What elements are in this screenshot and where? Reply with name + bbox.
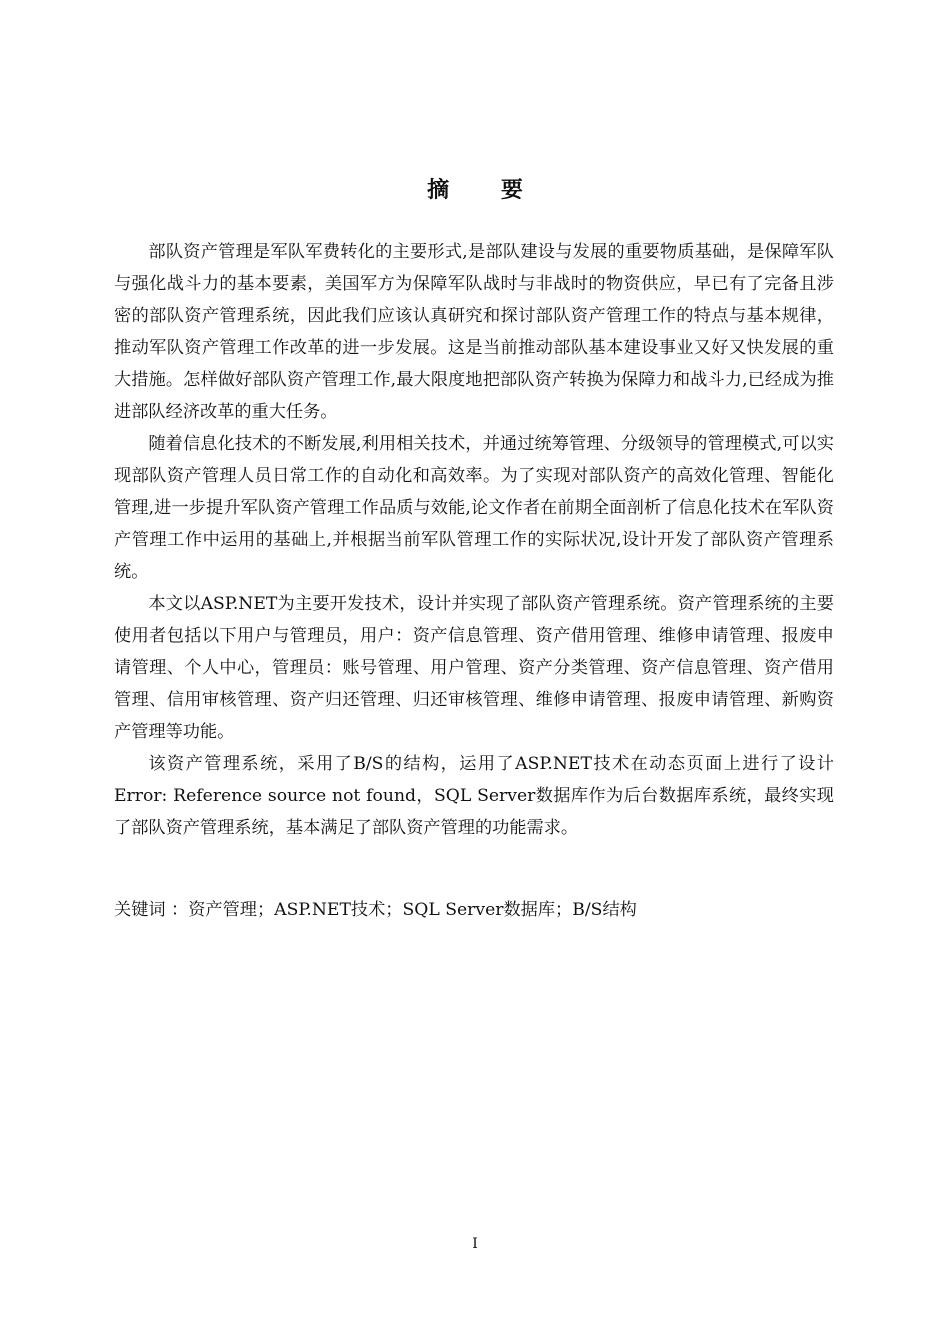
abstract-paragraph-3: 本文以ASP.NET为主要开发技术，设计并实现了部队资产管理系统。资产管理系统的主要使用者包括以下用户与管理员，用户：资产信息管理、资产借用管理、维修申请管理、报废申请管理、个人中心，管理员：账号管理、用户管理、资产分类管理、资产信息管理、资产借用管理、信用审核管理、资产归还管理、归还审核管理、维修申请管理、报废申请管理、新购资产管理等功能。	[114, 594, 834, 742]
abstract-title: 摘 要	[427, 177, 545, 203]
abstract-body	[114, 236, 834, 844]
abstract-paragraph-1: 部队资产管理是军队军费转化的主要形式,是部队建设与发展的重要物质基础，是保障军队与强化战斗力的基本要素，美国军方为保障军队战时与非战时的物资供应，早已有了完备且涉密的部队资产管理系统，因此我们应该认真研究和探讨部队资产管理工作的特点与基本规律，推动军队资产管理工作改革的进一步发展。这是当前推动部队基本建设事业又好又快发展的重大措施。怎样做好部队资产管理工作,最大限度地把部队资产转换为保障力和战斗力,已经成为推进部队经济改革的重大任务。	[114, 242, 834, 422]
abstract-paragraph-4: 该资产管理系统，采用了B/S的结构，运用了ASP.NET技术在动态页面上进行了设计Error: Reference source not found，SQL Server数据库作为后台数据库系统，最终实现了部队资产管理系统，基本满足了部队资产管理的功能需求。	[114, 754, 834, 838]
keywords-line: 关键词 ：资产管理；ASP.NET技术；SQL Server数据库；B/S结构	[114, 900, 637, 920]
page-number: I	[472, 1236, 478, 1252]
abstract-paragraph-2: 随着信息化技术的不断发展,利用相关技术，并通过统筹管理、分级领导的管理模式,可以实现部队资产管理人员日常工作的自动化和高效率。为了实现对部队资产的高效化管理、智能化管理,进一步提升军队资产管理工作品质与效能,论文作者在前期全面剖析了信息化技术在军队资产管理工作中运用的基础上,并根据当前军队管理工作的实际状况,设计开发了部队资产管理系统。	[114, 434, 834, 582]
